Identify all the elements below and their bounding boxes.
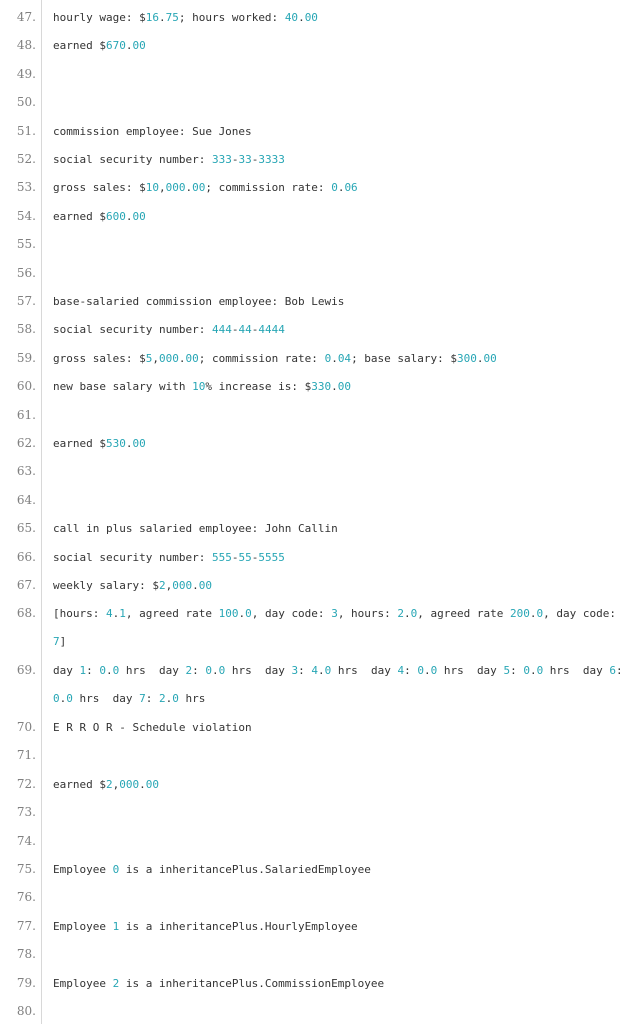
line-number: 66.: [16, 549, 36, 564]
line-text: [hours: 4.1, agreed rate 100.0, day code: 3, hours: 2.0, agreed rate 200.0, day code: 7]: [53, 607, 623, 649]
line-number: 77.: [16, 918, 36, 933]
line-text: social security number: 444-44-4444: [53, 323, 285, 337]
line-text: gross sales: $5,000.00; commission rate: 0.04; base salary: $300.00: [53, 351, 497, 365]
line-number: 71.: [16, 748, 36, 763]
line-text: call in plus salaried employee: John Callin: [53, 522, 338, 536]
line-number: 69.: [16, 663, 36, 678]
line-number: 48.: [16, 38, 36, 53]
line-number: 79.: [16, 975, 36, 990]
line-number: 50.: [16, 95, 36, 110]
line-text: weekly salary: $2,000.00: [53, 579, 212, 592]
line-number: 52.: [16, 152, 36, 166]
line-number: 58.: [16, 322, 36, 337]
line-text: earned $670.00: [53, 39, 146, 53]
line-text: social security number: 333-33-3333: [53, 153, 285, 166]
line-text: earned $530.00: [53, 437, 146, 450]
line-number: 75.: [16, 862, 36, 876]
line-number: 51.: [16, 123, 36, 138]
line-number: 64.: [16, 492, 36, 507]
line-number: 61.: [16, 407, 36, 422]
line-number: 78.: [16, 947, 36, 962]
line-number: 74.: [16, 833, 36, 848]
gutter-divider: [41, 0, 42, 1024]
line-text: Employee 0 is a inheritancePlus.SalariedEmployee: [53, 863, 371, 876]
line-number: 63.: [16, 464, 36, 479]
line-number: 73.: [16, 805, 36, 820]
line-number: 62.: [16, 436, 36, 450]
line-text: Employee 2 is a inheritancePlus.CommissionEmployee: [53, 976, 385, 990]
line-number: 80.: [16, 1004, 36, 1018]
line-text: new base salary with 10% increase is: $330.00: [53, 380, 352, 394]
line-text: Employee 1 is a inheritancePlus.HourlyEmployee: [53, 919, 358, 933]
line-text: social security number: 555-55-5555: [53, 550, 285, 564]
line-number: 55.: [16, 237, 36, 252]
line-number: 49.: [16, 66, 36, 81]
line-number: 65.: [16, 521, 36, 536]
line-text: day 1: 0.0 hrs day 2: 0.0 hrs day 3: 4.0 hrs day 4: 0.0 hrs day 5: 0.0 hrs day 6: 0.0 hrs day 7: 2.0 hrs: [53, 664, 630, 706]
line-number: 56.: [16, 265, 36, 280]
line-number: 70.: [16, 720, 36, 734]
line-number: 57.: [16, 294, 36, 308]
line-text: commission employee: Sue Jones: [53, 124, 252, 138]
line-number: 59.: [16, 350, 36, 365]
line-text: E R R O R - Schedule violation: [53, 721, 252, 734]
line-text: earned $600.00: [53, 209, 146, 223]
line-number: 72.: [16, 776, 36, 791]
line-number: 60.: [16, 379, 36, 394]
line-number: 67.: [16, 578, 36, 592]
line-number: 54.: [16, 208, 36, 223]
line-text: hourly wage: $16.75; hours worked: 40.00: [53, 11, 318, 24]
line-text: earned $2,000.00: [53, 777, 159, 791]
line-text: gross sales: $10,000.00; commission rate: 0.06: [53, 181, 358, 195]
line-number: 47.: [16, 10, 36, 24]
line-number: 76.: [16, 890, 36, 905]
line-number: 53.: [16, 180, 36, 195]
line-text: base-salaried commission employee: Bob Lewis: [53, 295, 345, 308]
line-number: 68.: [16, 606, 36, 621]
